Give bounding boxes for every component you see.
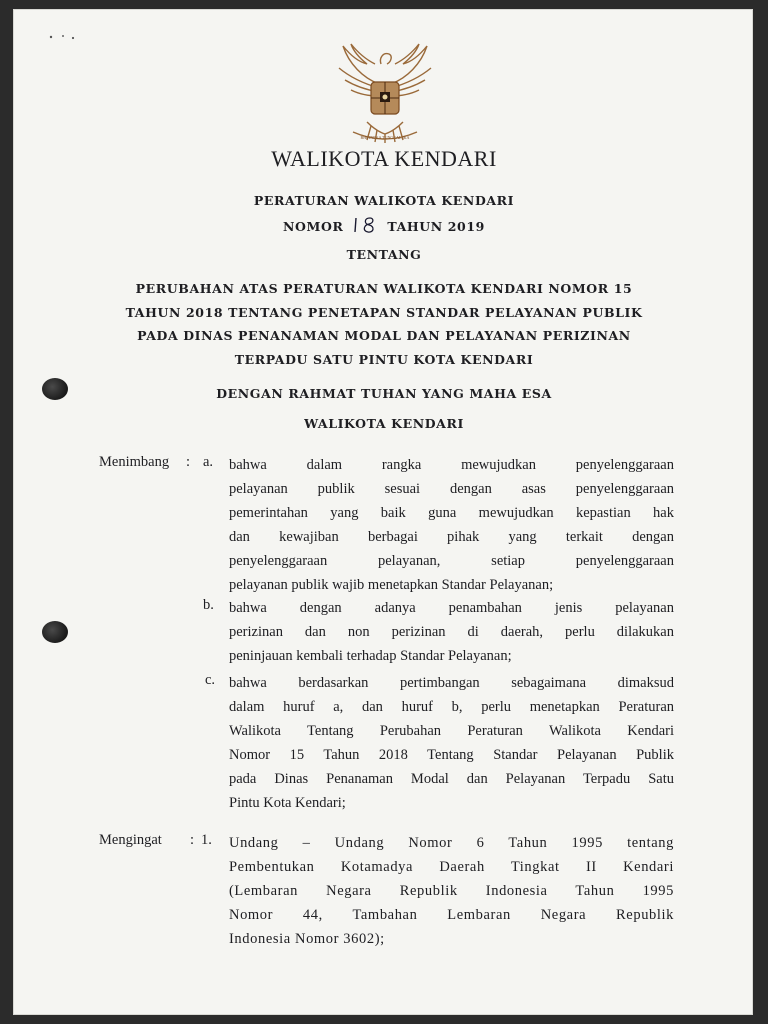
handwritten-number xyxy=(352,216,378,234)
item-key: 1. xyxy=(201,832,212,848)
svg-text:BHINNEKA TUNGGAL IKA: BHINNEKA TUNGGAL IKA xyxy=(360,135,410,140)
item-key: c. xyxy=(205,672,216,688)
text-line: Indonesia Nomor 3602); xyxy=(229,930,385,947)
mayor-title-2: WALIKOTA KENDARI xyxy=(304,416,464,431)
item-text xyxy=(229,832,674,952)
text-line: Walikota Tentang Perubahan Peraturan Walikota Kendari xyxy=(229,722,674,739)
text-line: bahwa dalam rangka mewujudkan penyelenggaraan xyxy=(229,457,674,473)
scan-speck xyxy=(48,34,78,40)
garuda-emblem-icon xyxy=(323,42,447,144)
item-key: a. xyxy=(203,454,214,470)
punch-hole-icon xyxy=(42,621,68,643)
text-line: dalam huruf a, dan huruf b, perlu menetapkan Peraturan xyxy=(229,698,674,715)
text-line: peninjauan kembali terhadap Standar Pelayanan; xyxy=(229,647,512,664)
item-text xyxy=(229,597,674,669)
text-line: Nomor 15 Tahun 2018 Tentang Standar Pelayanan Publik xyxy=(229,746,674,763)
section-label: Menimbang xyxy=(99,454,170,470)
text-line: Pembentukan Kotamadya Daerah Tingkat II Kendari xyxy=(229,858,674,875)
item-key: b. xyxy=(203,597,214,613)
text-line: penyelenggaraan pelayanan, setiap penyelenggaraan xyxy=(229,552,674,569)
subject-line: TAHUN 2018 TENTANG PENETAPAN STANDAR PELAYANAN PUBLIK xyxy=(125,304,643,320)
text-line: pemerintahan yang baik guna mewujudkan kepastian hak xyxy=(229,504,674,521)
text-line: dan kewajiban berbagai pihak yang terkait dengan xyxy=(229,528,674,545)
mayor-title: WALIKOTA KENDARI xyxy=(271,146,497,171)
regulation-number xyxy=(0,216,768,234)
regulation-title: PERATURAN WALIKOTA KENDARI xyxy=(253,193,515,208)
number-prefix: NOMOR xyxy=(283,219,344,234)
section-label: Mengingat xyxy=(99,832,162,848)
rahmat-heading: DENGAN RAHMAT TUHAN YANG MAHA ESA xyxy=(216,386,552,401)
subject-line: TERPADU SATU PINTU KOTA KENDARI xyxy=(234,351,534,367)
text-line: Nomor 44, Tambahan Lembaran Negara Republik xyxy=(229,906,674,923)
text-line: bahwa berdasarkan pertimbangan sebagaimana dimaksud xyxy=(229,675,674,691)
item-text xyxy=(229,454,674,597)
item-text xyxy=(229,672,674,815)
text-line: (Lembaran Negara Republik Indonesia Tahun 1995 xyxy=(229,882,674,899)
number-suffix: TAHUN 2019 xyxy=(387,219,485,234)
text-line: Undang – Undang Nomor 6 Tahun 1995 tentang xyxy=(229,835,674,851)
tentang-heading: TENTANG xyxy=(346,247,422,262)
regulation-subject xyxy=(0,277,768,371)
text-line: pelayanan publik wajib menetapkan Standar Pelayanan; xyxy=(229,576,554,593)
text-line: perizinan dan non perizinan di daerah, perlu dilakukan xyxy=(229,623,674,640)
text-line: pelayanan publik sesuai dengan asas penyelenggaraan xyxy=(229,480,674,497)
subject-line: PADA DINAS PENANAMAN MODAL DAN PELAYANAN PERIZINAN xyxy=(137,328,631,344)
text-line: Pintu Kota Kendari; xyxy=(229,794,346,811)
text-line: pada Dinas Penanaman Modal dan Pelayanan Terpadu Satu xyxy=(229,770,674,787)
text-line: bahwa dengan adanya penambahan jenis pelayanan xyxy=(229,600,674,616)
section-colon: : xyxy=(186,454,191,470)
subject-line: PERUBAHAN ATAS PERATURAN WALIKOTA KENDARI NOMOR 15 xyxy=(135,281,633,296)
section-colon: : xyxy=(190,832,195,848)
